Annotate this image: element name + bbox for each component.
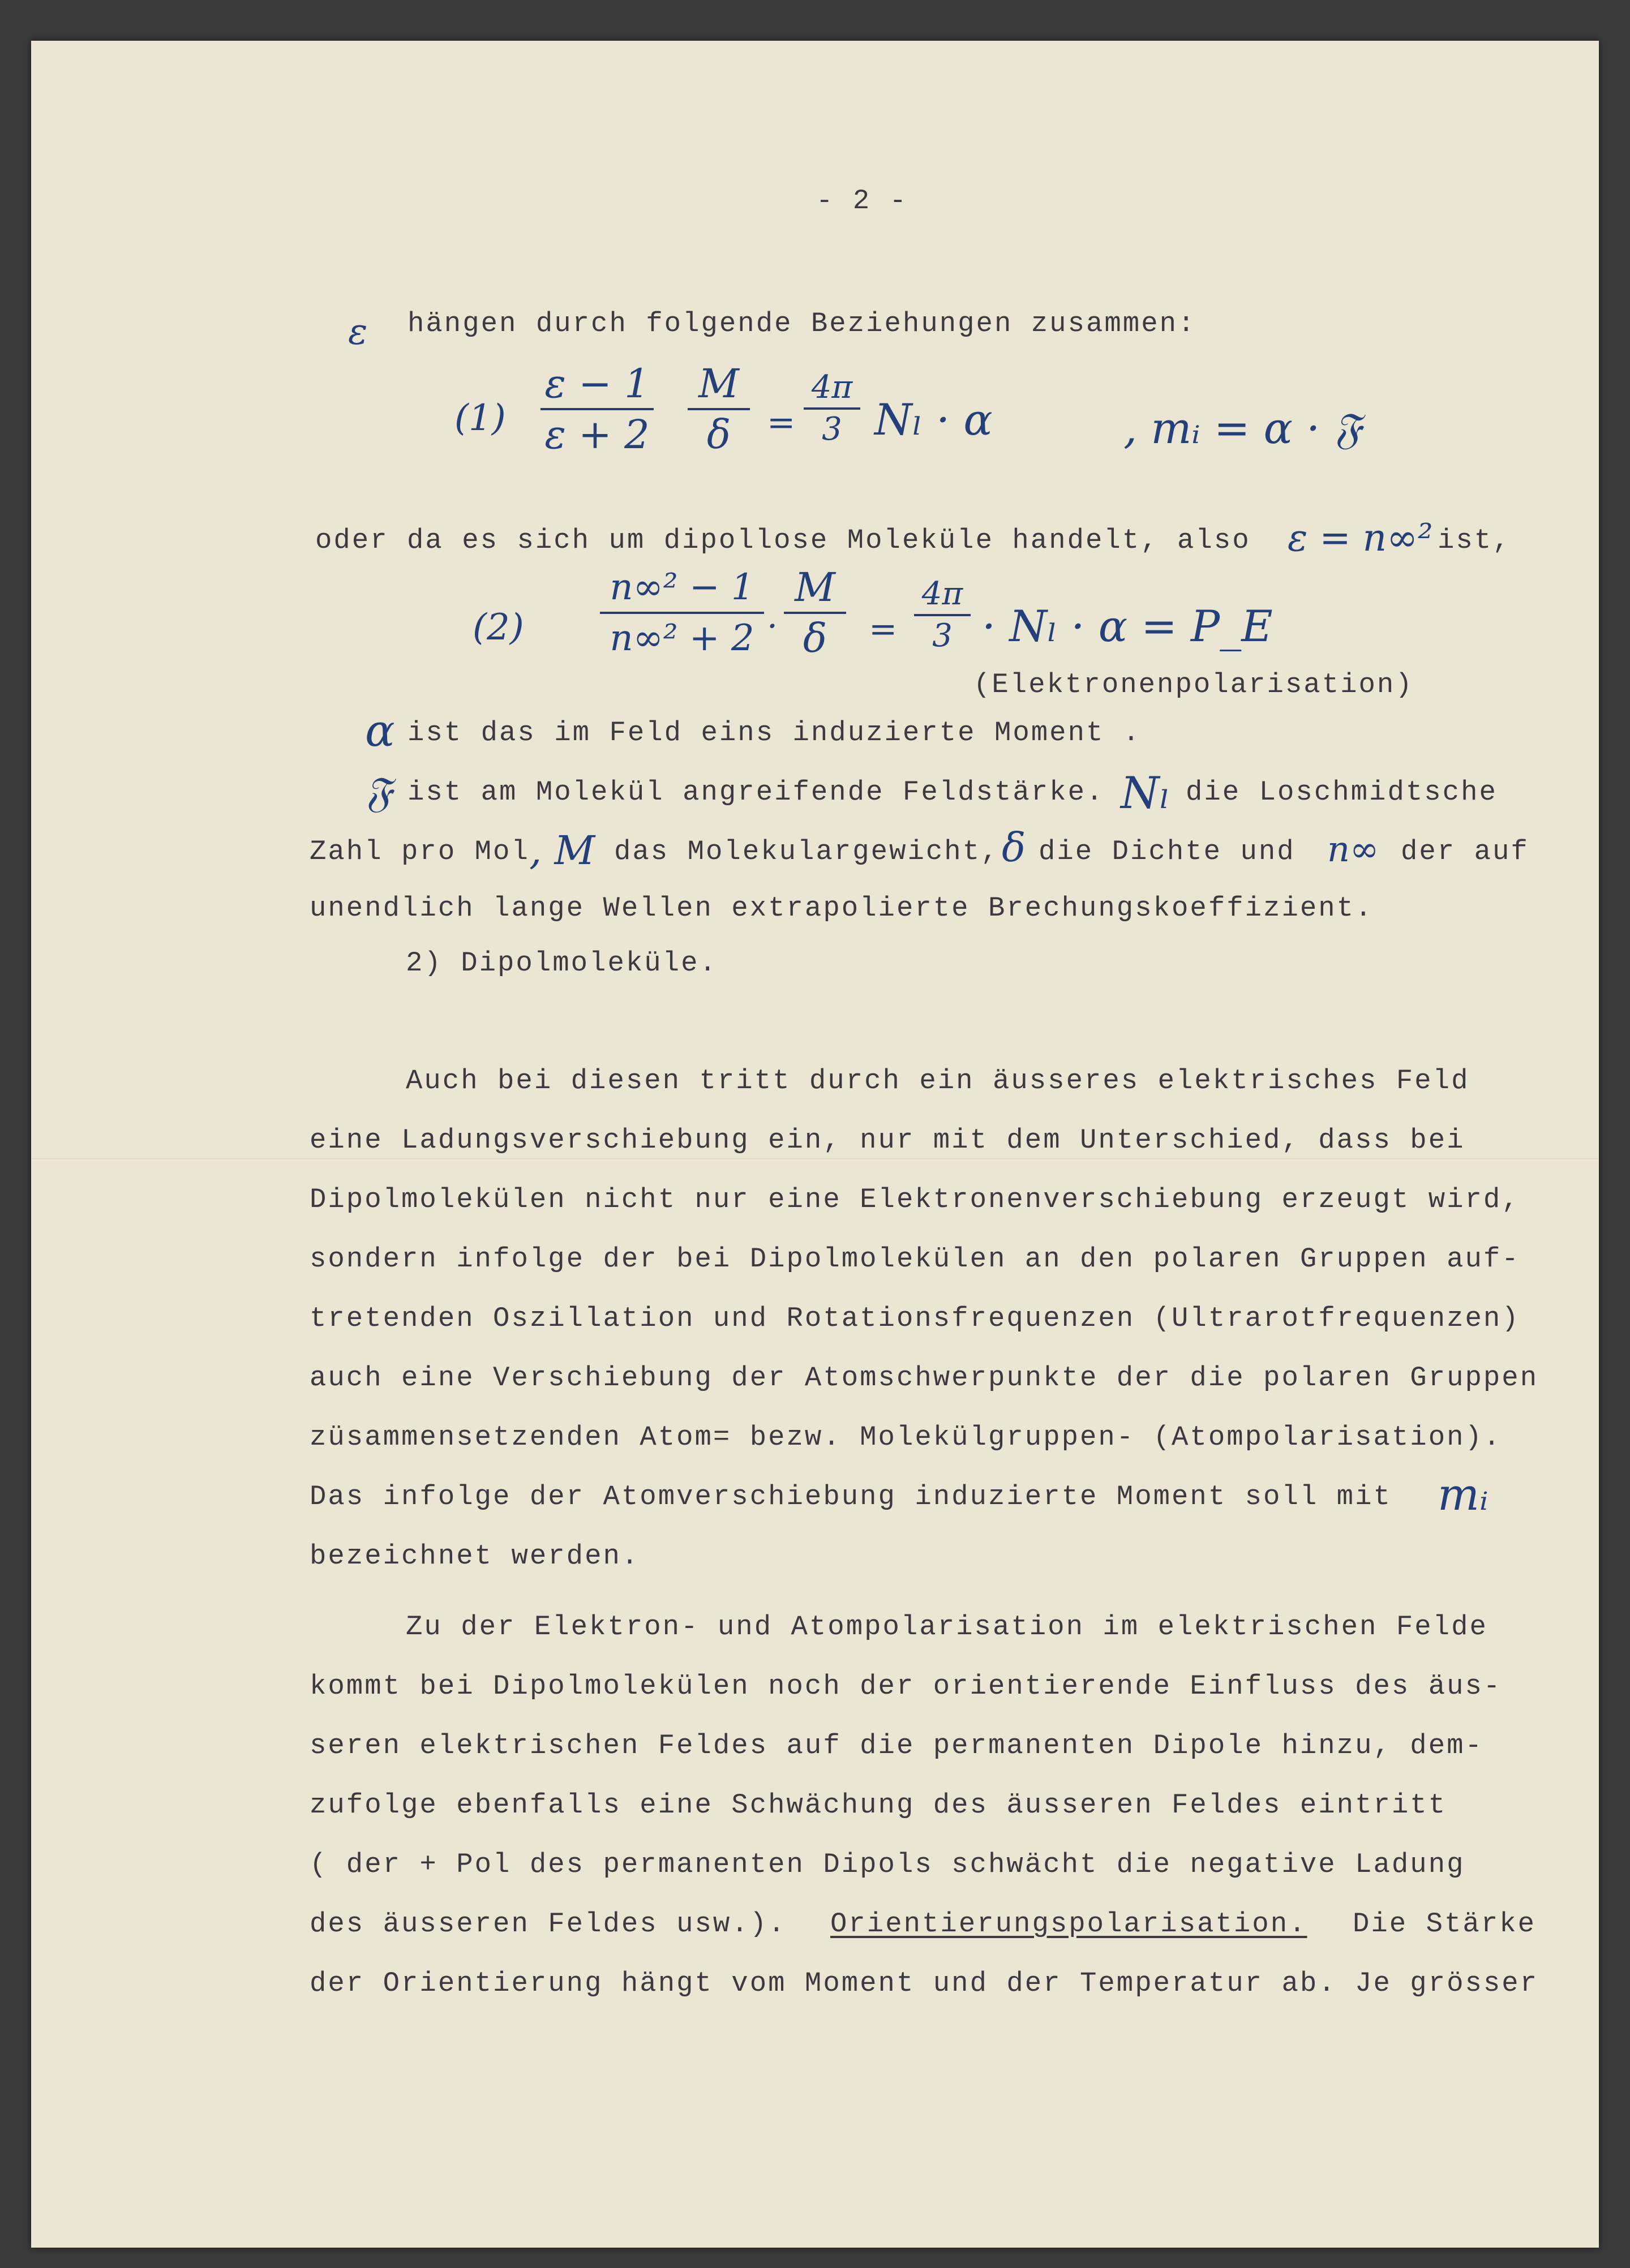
p2-line: seren elektrischen Feldes auf die permanenten Dipole hinzu, dem- — [310, 1730, 1483, 1762]
p1-line: züsammensetzenden Atom= bezw. Molekülgruppen- (Atompolarisation). — [310, 1421, 1502, 1453]
p1-line: Dipolmolekülen nicht nur eine Elektronenverschiebung erzeugt wird, — [310, 1184, 1520, 1215]
eq2-frac3-den: 3 — [932, 617, 953, 654]
p1-line: tretenden Oszillation und Rotationsfrequenzen (Ultrarotfrequenzen) — [310, 1303, 1520, 1334]
refraction-symbol: n∞ — [1327, 828, 1379, 870]
loschmidt-symbol: Nₗ — [1121, 768, 1170, 819]
p2-line: zufolge ebenfalls eine Schwächung des äusseren Feldes eintritt — [310, 1789, 1447, 1821]
molweight-symbol: , M — [529, 827, 595, 874]
defs-line2-a: Zahl pro Mol — [310, 836, 530, 867]
density-symbol: δ — [1002, 824, 1026, 871]
p2-line6-a: des äusseren Feldes usw.). — [310, 1908, 787, 1940]
eq1-frac2-num: M — [698, 360, 739, 407]
oder-end: ist, — [1438, 525, 1511, 556]
eq2-fraction-4pi-3 — [914, 575, 971, 655]
eq1-fraction-m-delta — [688, 360, 750, 458]
eq2-frac1-num: n∞² − 1 — [610, 566, 754, 608]
alpha-symbol: α — [365, 706, 395, 757]
eq1-frac1-num: ε − 1 — [544, 360, 650, 407]
field-definition: ist am Molekül angreifende Feldstärke. — [408, 776, 1105, 808]
p1-line: Das infolge der Atomverschiebung induzierte Moment soll mit — [310, 1481, 1392, 1513]
p1-line: sondern infolge der bei Dipolmolekülen an den polaren Gruppen auf- — [310, 1243, 1520, 1275]
paper-sheet — [31, 41, 1599, 2248]
oder-line: oder da es sich um dipollose Moleküle handelt, also — [315, 525, 1251, 556]
paper-fold — [31, 1158, 1599, 1161]
defs-line3: unendlich lange Wellen extrapolierte Brechungskoeffizient. — [310, 892, 1374, 924]
eq1-equals: = — [767, 403, 796, 443]
p2-line: Zu der Elektron- und Atompolarisation im elektrischen Felde — [406, 1611, 1488, 1643]
oder-formula: ε = n∞² — [1288, 516, 1433, 560]
eq1-fraction-epsilon — [541, 360, 654, 458]
eq2-fraction-n — [600, 564, 764, 662]
p1-line: Auch bei diesen tritt durch ein äusseres elektrisches Feld — [406, 1065, 1470, 1097]
orientation-polarisation-term: Orientierungspolarisation. — [830, 1908, 1307, 1940]
intro-line: hängen durch folgende Beziehungen zusammen: — [408, 308, 1196, 340]
page-number: - 2 - — [816, 185, 908, 217]
eq2-frac3-num: 4π — [921, 575, 963, 612]
epsilon-symbol: ε — [348, 311, 368, 353]
eq1-rhs: Nₗ · α — [874, 394, 993, 445]
eq1-frac3-num: 4π — [811, 369, 853, 406]
p1-line: eine Ladungsverschiebung ein, nur mit dem Unterschied, dass bei — [310, 1124, 1465, 1156]
loschmidt-text: die Loschmidtsche — [1186, 776, 1498, 808]
eq1-frac2-den: δ — [706, 411, 731, 458]
eq2-frac2-den: δ — [803, 615, 827, 662]
field-symbol: 𝔉 — [365, 768, 392, 817]
p1-line: auch eine Verschiebung der Atomschwerpunkte der die polaren Gruppen — [310, 1362, 1539, 1394]
eq2-label: (2) — [473, 607, 524, 648]
eq1-side-relation: , mᵢ = α · 𝔉 — [1123, 403, 1361, 453]
defs-line2-c: die Dichte und — [1039, 836, 1296, 867]
alpha-definition: ist das im Feld eins induzierte Moment . — [408, 717, 1142, 749]
eq1-label: (1) — [454, 397, 506, 439]
eq2-equals: = — [869, 609, 898, 649]
p2-line: der Orientierung hängt vom Moment und der Temperatur ab. Je grösser — [310, 1968, 1539, 1999]
eq2-rhs: · Nₗ · α = P_E — [982, 601, 1273, 651]
eq2-fraction-m-delta — [784, 564, 846, 662]
eq1-frac3-den: 3 — [822, 411, 842, 448]
eq1-fraction-4pi-3 — [804, 369, 860, 448]
p2-line6-b: Die Stärke — [1353, 1908, 1537, 1940]
defs-line2-d: der auf — [1401, 836, 1529, 867]
defs-line2-b: das Molekulargewicht, — [614, 836, 1000, 867]
p2-line: ( der + Pol des permanenten Dipols schwächt die negative Ladung — [310, 1849, 1465, 1880]
eq2-dot: · — [767, 607, 778, 646]
mi-symbol: mᵢ — [1438, 1470, 1489, 1520]
eq1-frac1-den: ε + 2 — [544, 411, 650, 458]
eq2-frac1-den: n∞² + 2 — [610, 617, 754, 659]
section-heading: 2) Dipolmoleküle. — [406, 947, 718, 979]
p2-line: kommt bei Dipolmolekülen noch der orientierende Einfluss des äus- — [310, 1670, 1502, 1702]
eq2-frac2-num: M — [795, 564, 835, 611]
eq2-caption: (Elektronenpolarisation) — [973, 669, 1414, 701]
p1-line: bezeichnet werden. — [310, 1540, 640, 1572]
